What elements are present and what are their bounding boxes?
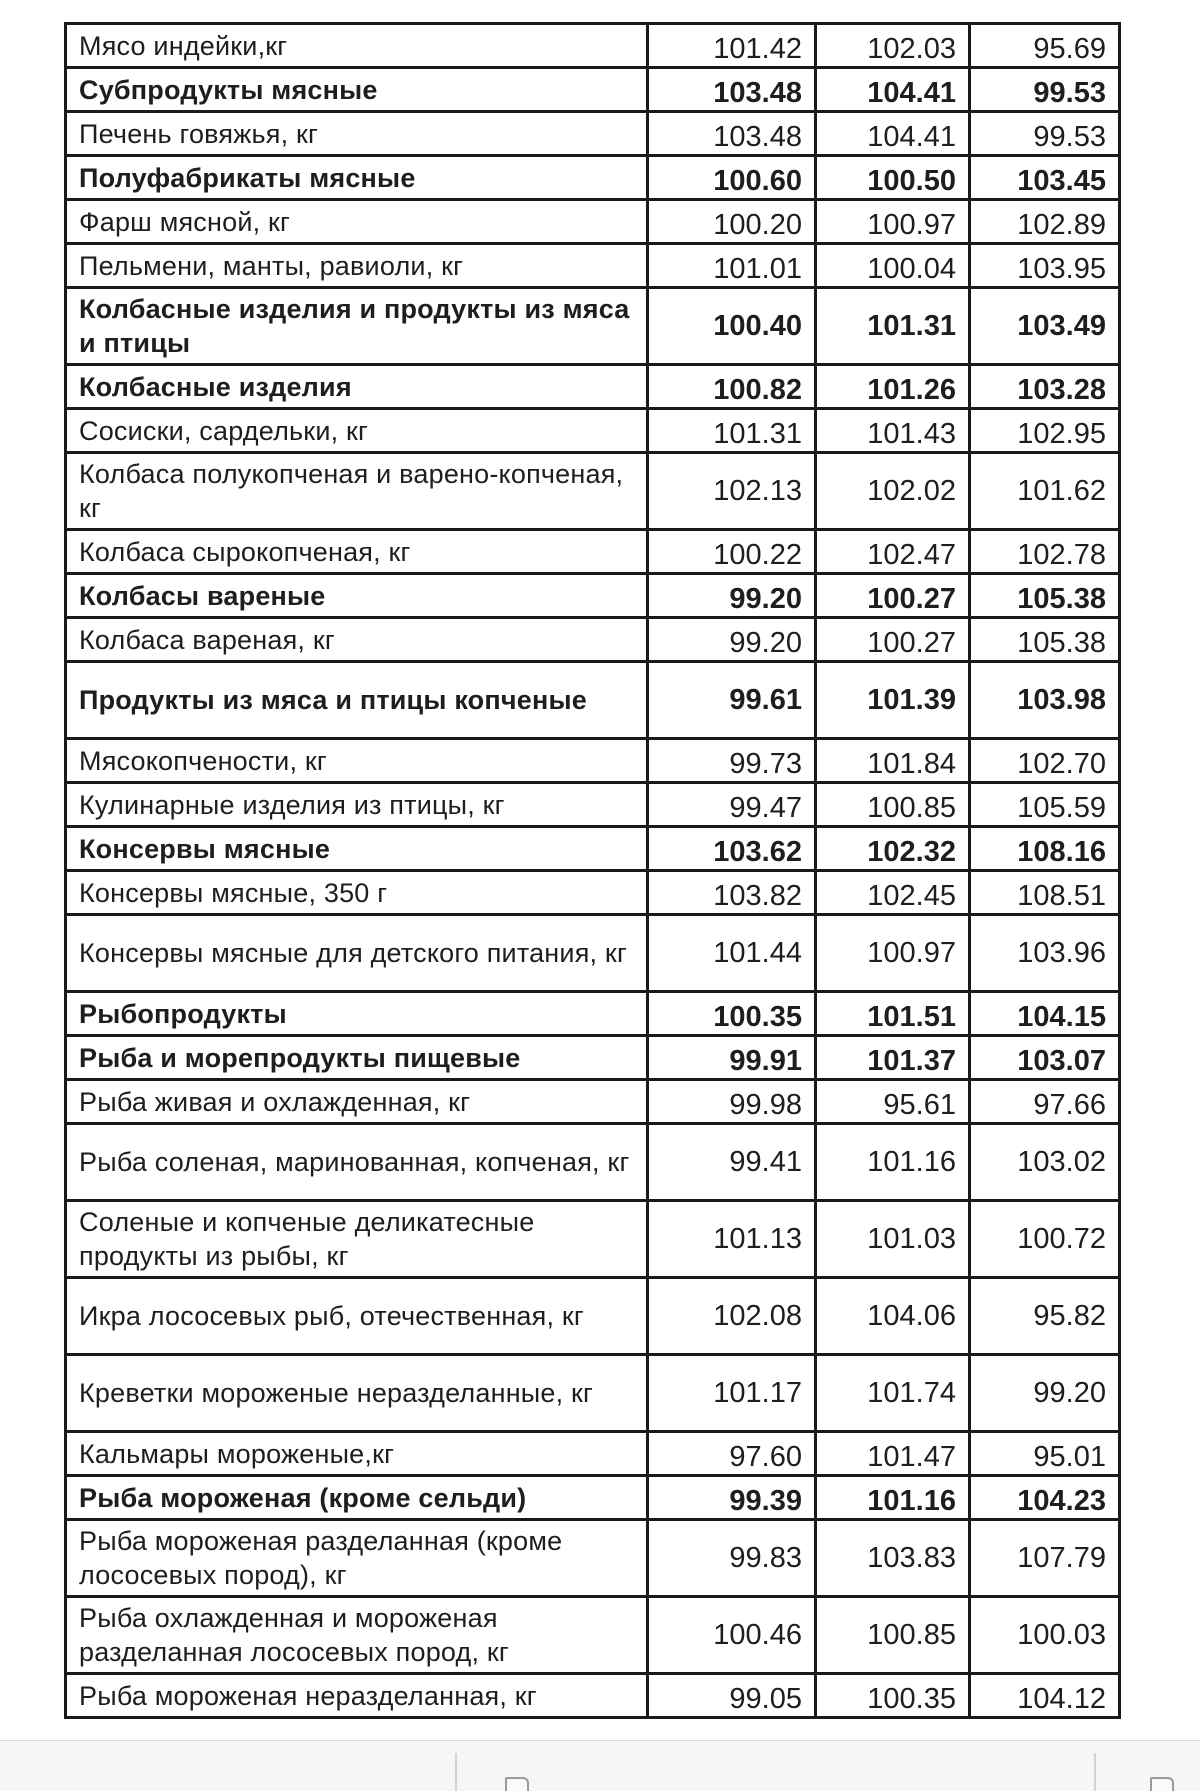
row-value-3-cell: 97.66	[970, 1080, 1120, 1124]
row-value-2-cell: 100.04	[816, 244, 970, 288]
row-value-2-cell: 101.26	[816, 365, 970, 409]
row-value-1-cell: 99.61	[648, 662, 816, 739]
row-value-2-cell: 100.85	[816, 783, 970, 827]
row-name-cell: Консервы мясные	[66, 827, 648, 871]
row-name-cell: Креветки мороженые неразделанные, кг	[66, 1355, 648, 1432]
row-value-1-cell: 97.60	[648, 1432, 816, 1476]
table-row	[66, 1674, 1120, 1718]
row-value-2-cell: 101.43	[816, 409, 970, 453]
row-value-1-cell: 99.41	[648, 1124, 816, 1201]
row-name-cell: Кальмары мороженые,кг	[66, 1432, 648, 1476]
table-row	[66, 1036, 1120, 1080]
row-name-cell: Колбасные изделия	[66, 365, 648, 409]
table-row	[66, 365, 1120, 409]
table-row	[66, 739, 1120, 783]
row-name-cell: Фарш мясной, кг	[66, 200, 648, 244]
row-value-3-cell: 103.02	[970, 1124, 1120, 1201]
row-value-2-cell: 101.74	[816, 1355, 970, 1432]
row-value-3-cell: 103.45	[970, 156, 1120, 200]
toolbar-divider	[1094, 1753, 1096, 1791]
table-row	[66, 112, 1120, 156]
row-value-1-cell: 101.17	[648, 1355, 816, 1432]
row-value-3-cell: 103.98	[970, 662, 1120, 739]
row-value-2-cell: 102.02	[816, 453, 970, 530]
row-value-1-cell: 99.05	[648, 1674, 816, 1718]
row-value-2-cell: 101.39	[816, 662, 970, 739]
table-row	[66, 288, 1120, 365]
row-value-2-cell: 104.06	[816, 1278, 970, 1355]
row-value-2-cell: 100.85	[816, 1597, 970, 1674]
row-value-2-cell: 101.31	[816, 288, 970, 365]
row-value-3-cell: 95.01	[970, 1432, 1120, 1476]
row-value-2-cell: 102.03	[816, 24, 970, 68]
row-value-3-cell: 104.23	[970, 1476, 1120, 1520]
row-name-cell: Рыба охлажденная и мороженая разделанная лососевых пород, кг	[66, 1597, 648, 1674]
row-value-3-cell: 104.15	[970, 992, 1120, 1036]
table-row	[66, 1080, 1120, 1124]
row-value-2-cell: 100.97	[816, 200, 970, 244]
price-index-table	[64, 22, 1121, 1719]
row-name-cell: Рыба и морепродукты пищевые	[66, 1036, 648, 1080]
bottom-toolbar	[0, 1740, 1200, 1791]
row-value-2-cell: 104.41	[816, 68, 970, 112]
row-value-2-cell: 100.35	[816, 1674, 970, 1718]
row-value-2-cell: 102.45	[816, 871, 970, 915]
table-row	[66, 244, 1120, 288]
row-value-3-cell: 102.78	[970, 530, 1120, 574]
row-value-3-cell: 105.38	[970, 618, 1120, 662]
row-value-1-cell: 99.83	[648, 1520, 816, 1597]
table-row	[66, 200, 1120, 244]
row-name-cell: Рыбопродукты	[66, 992, 648, 1036]
row-name-cell: Консервы мясные, 350 г	[66, 871, 648, 915]
row-name-cell: Колбаса вареная, кг	[66, 618, 648, 662]
table-row	[66, 1520, 1120, 1597]
row-value-3-cell: 101.62	[970, 453, 1120, 530]
row-value-1-cell: 99.20	[648, 574, 816, 618]
row-value-1-cell: 100.60	[648, 156, 816, 200]
row-value-2-cell: 102.47	[816, 530, 970, 574]
row-name-cell: Колбаса полукопченая и варено-копченая, кг	[66, 453, 648, 530]
row-value-3-cell: 99.20	[970, 1355, 1120, 1432]
table-row	[66, 992, 1120, 1036]
row-value-1-cell: 99.73	[648, 739, 816, 783]
row-value-2-cell: 104.41	[816, 112, 970, 156]
row-value-2-cell: 101.16	[816, 1476, 970, 1520]
row-value-2-cell: 101.51	[816, 992, 970, 1036]
row-value-1-cell: 99.91	[648, 1036, 816, 1080]
table-row	[66, 1124, 1120, 1201]
row-value-3-cell: 99.53	[970, 68, 1120, 112]
row-name-cell: Колбаса сырокопченая, кг	[66, 530, 648, 574]
row-value-3-cell: 100.03	[970, 1597, 1120, 1674]
row-name-cell: Продукты из мяса и птицы копченые	[66, 662, 648, 739]
row-value-3-cell: 103.96	[970, 915, 1120, 992]
row-name-cell: Рыба мороженая (кроме сельди)	[66, 1476, 648, 1520]
row-name-cell: Печень говяжья, кг	[66, 112, 648, 156]
row-value-3-cell: 105.59	[970, 783, 1120, 827]
table-row	[66, 618, 1120, 662]
row-value-3-cell: 103.07	[970, 1036, 1120, 1080]
row-value-2-cell: 103.83	[816, 1520, 970, 1597]
row-value-2-cell: 95.61	[816, 1080, 970, 1124]
table-row	[66, 1278, 1120, 1355]
row-value-3-cell: 99.53	[970, 112, 1120, 156]
table-row	[66, 871, 1120, 915]
row-name-cell: Рыба мороженая неразделанная, кг	[66, 1674, 648, 1718]
row-value-3-cell: 102.95	[970, 409, 1120, 453]
row-value-1-cell: 100.40	[648, 288, 816, 365]
table-row	[66, 68, 1120, 112]
row-value-3-cell: 95.69	[970, 24, 1120, 68]
row-value-2-cell: 101.47	[816, 1432, 970, 1476]
row-name-cell: Рыба соленая, маринованная, копченая, кг	[66, 1124, 648, 1201]
row-name-cell: Икра лососевых рыб, отечественная, кг	[66, 1278, 648, 1355]
row-name-cell: Сосиски, сардельки, кг	[66, 409, 648, 453]
row-value-3-cell: 103.49	[970, 288, 1120, 365]
row-value-2-cell: 100.27	[816, 618, 970, 662]
row-value-1-cell: 100.20	[648, 200, 816, 244]
row-name-cell: Консервы мясные для детского питания, кг	[66, 915, 648, 992]
row-value-1-cell: 102.08	[648, 1278, 816, 1355]
row-value-1-cell: 102.13	[648, 453, 816, 530]
row-value-3-cell: 108.51	[970, 871, 1120, 915]
row-value-3-cell: 103.95	[970, 244, 1120, 288]
table-row	[66, 1597, 1120, 1674]
table-row	[66, 530, 1120, 574]
row-name-cell: Колбасы вареные	[66, 574, 648, 618]
row-value-2-cell: 100.27	[816, 574, 970, 618]
table-row	[66, 1432, 1120, 1476]
row-value-1-cell: 99.39	[648, 1476, 816, 1520]
table-body	[66, 24, 1120, 1718]
row-name-cell: Соленые и копченые деликатесные продукты из рыбы, кг	[66, 1201, 648, 1278]
table-row	[66, 574, 1120, 618]
document-icon[interactable]	[1150, 1777, 1174, 1791]
row-value-2-cell: 101.84	[816, 739, 970, 783]
table-row	[66, 453, 1120, 530]
row-value-2-cell: 100.97	[816, 915, 970, 992]
row-value-3-cell: 95.82	[970, 1278, 1120, 1355]
row-value-1-cell: 103.82	[648, 871, 816, 915]
row-value-2-cell: 100.50	[816, 156, 970, 200]
table-row	[66, 156, 1120, 200]
table-row	[66, 24, 1120, 68]
row-value-1-cell: 100.35	[648, 992, 816, 1036]
row-value-1-cell: 101.42	[648, 24, 816, 68]
row-name-cell: Пельмени, манты, равиоли, кг	[66, 244, 648, 288]
row-name-cell: Полуфабрикаты мясные	[66, 156, 648, 200]
row-value-2-cell: 102.32	[816, 827, 970, 871]
row-name-cell: Мясо индейки,кг	[66, 24, 648, 68]
row-value-1-cell: 103.62	[648, 827, 816, 871]
row-value-3-cell: 100.72	[970, 1201, 1120, 1278]
row-value-1-cell: 99.47	[648, 783, 816, 827]
table-row	[66, 915, 1120, 992]
row-value-2-cell: 101.16	[816, 1124, 970, 1201]
row-value-1-cell: 103.48	[648, 68, 816, 112]
toolbar-divider	[455, 1753, 457, 1791]
row-value-1-cell: 103.48	[648, 112, 816, 156]
table-row	[66, 1201, 1120, 1278]
table-row	[66, 827, 1120, 871]
row-name-cell: Рыба живая и охлажденная, кг	[66, 1080, 648, 1124]
row-value-1-cell: 101.13	[648, 1201, 816, 1278]
table-row	[66, 1476, 1120, 1520]
row-value-1-cell: 101.01	[648, 244, 816, 288]
row-value-3-cell: 108.16	[970, 827, 1120, 871]
row-name-cell: Субпродукты мясные	[66, 68, 648, 112]
row-value-1-cell: 100.22	[648, 530, 816, 574]
row-value-1-cell: 100.46	[648, 1597, 816, 1674]
row-value-3-cell: 107.79	[970, 1520, 1120, 1597]
row-value-1-cell: 99.20	[648, 618, 816, 662]
row-name-cell: Кулинарные изделия из птицы, кг	[66, 783, 648, 827]
row-value-1-cell: 99.98	[648, 1080, 816, 1124]
row-value-3-cell: 104.12	[970, 1674, 1120, 1718]
row-value-3-cell: 102.89	[970, 200, 1120, 244]
row-value-1-cell: 101.31	[648, 409, 816, 453]
row-value-1-cell: 101.44	[648, 915, 816, 992]
row-name-cell: Рыба мороженая разделанная (кроме лососевых пород), кг	[66, 1520, 648, 1597]
row-name-cell: Мясокопчености, кг	[66, 739, 648, 783]
table-row	[66, 409, 1120, 453]
row-name-cell: Колбасные изделия и продукты из мяса и птицы	[66, 288, 648, 365]
table-row	[66, 783, 1120, 827]
document-icon[interactable]	[505, 1777, 529, 1791]
table-row	[66, 662, 1120, 739]
row-value-2-cell: 101.03	[816, 1201, 970, 1278]
table-row	[66, 1355, 1120, 1432]
row-value-2-cell: 101.37	[816, 1036, 970, 1080]
row-value-3-cell: 103.28	[970, 365, 1120, 409]
row-value-3-cell: 105.38	[970, 574, 1120, 618]
row-value-1-cell: 100.82	[648, 365, 816, 409]
row-value-3-cell: 102.70	[970, 739, 1120, 783]
